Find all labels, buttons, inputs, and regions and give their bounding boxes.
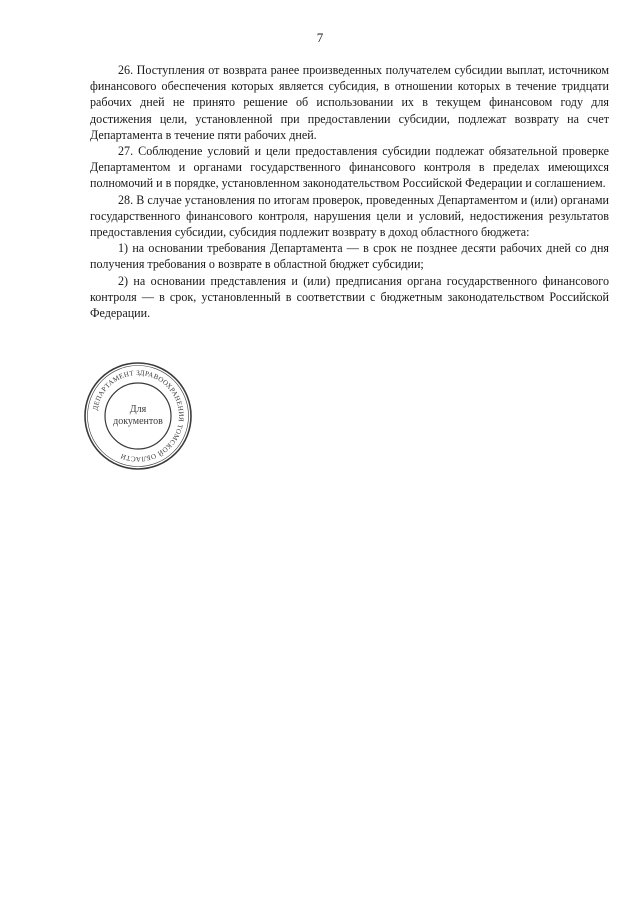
stamp-center-line-1: Для xyxy=(129,404,147,415)
paragraph-27: 27. Соблюдение условий и цели предоставления субсидии подлежат обязательной проверке Департаментом и органами государственного финансового контроля в пределах имеющихся полномочий и в порядке, установленном законодательством Российской Федерации и соглашением. xyxy=(90,144,609,191)
paragraph-28-item-1: 1) на основании требования Департамента — в срок не позднее десяти рабочих дней со дня получения требования о возврате в областной бюджет субсидии; xyxy=(90,241,609,272)
stamp-ring-text: ДЕПАРТАМЕНТ ЗДРАВООХРАНЕНИЯ ТОМСКОЙ ОБЛАСТИ xyxy=(91,368,186,464)
paragraph-28: 28. В случае установления по итогам проверок, проведенных Департаментом и (или) органами государственного финансового контроля, нарушения цели и условий, недостижения результатов предоставления субсидии, субсидия подлежит возврату в доход областного бюджета: xyxy=(90,192,609,240)
paragraph-28-item-2: 2) на основании представления и (или) предписания органа государственного финансового контроля — в срок, установленный в соответствии с бюджетным законодательством Российской Федерации. xyxy=(90,273,609,321)
paragraph-26: 26. Поступления от возврата ранее произведенных получателем субсидии выплат, источником финансового обеспечения которых является субсидия, в отношении которых в течение тридцати рабочих дней не принято решение об использовании их в текущем финансовом году для достижения цели, установленной при предоставлении субсидии, подлежат возврату на счет Департамента в течение пяти рабочих дней. xyxy=(90,63,609,142)
page-number: 7 xyxy=(316,30,324,45)
department-stamp xyxy=(82,360,194,472)
document-body xyxy=(90,62,609,321)
stamp-center-line-2: документов xyxy=(113,416,163,427)
stamp-seal-icon xyxy=(82,360,194,472)
